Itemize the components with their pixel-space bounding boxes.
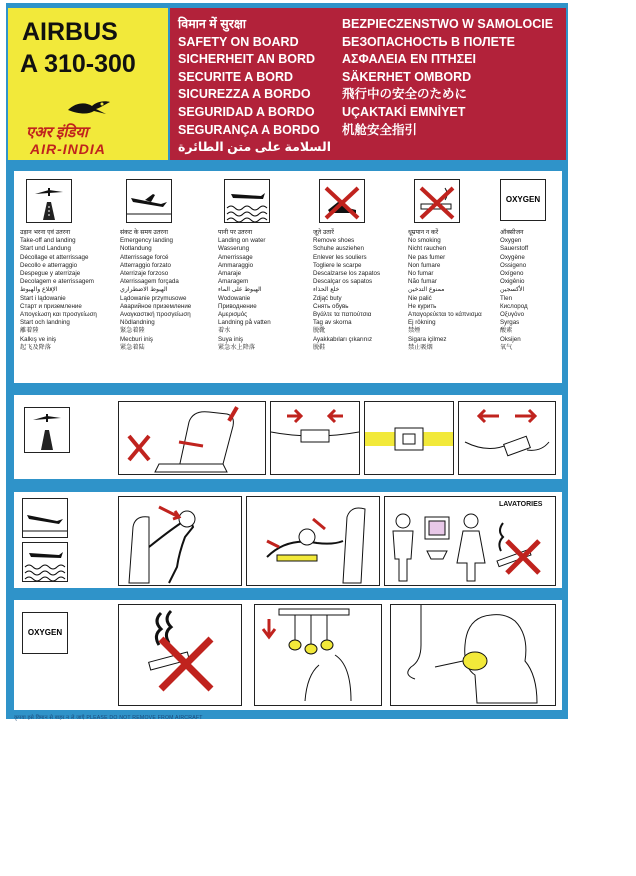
air-india-logo-icon <box>66 98 112 118</box>
text-line: Remove shoes <box>313 237 355 245</box>
text-line: Oxygen <box>500 237 522 245</box>
text-line: Οξυγόνο <box>500 311 525 319</box>
text-line: Non fumare <box>408 261 441 269</box>
text-line: 禁止吸烟 <box>408 343 433 351</box>
text-line: Aterrissagem forçada <box>120 278 179 286</box>
text-line: 禁煙 <box>408 327 421 335</box>
brace-position-illustration <box>118 496 242 586</box>
remove-shoes-icon <box>319 179 365 223</box>
text-line: Aterrizaje forzoso <box>120 270 169 278</box>
instruction-text <box>313 229 405 352</box>
brace-position-panel <box>14 492 562 588</box>
aircraft-header <box>8 8 168 160</box>
text-line: जूते उतारें <box>313 229 334 236</box>
instruction-text <box>20 229 112 352</box>
emergency-landing-icon <box>22 498 68 538</box>
text-line: No fumar <box>408 270 434 278</box>
instruction-takeoff-landing <box>14 171 109 383</box>
text-line: Oxigênio <box>500 278 525 286</box>
text-line: Zdjąć buty <box>313 294 342 302</box>
text-line: الإقلاع والهبوط <box>20 286 58 294</box>
emergency-landing-icon <box>126 179 172 223</box>
titles-column-2 <box>342 16 553 139</box>
text-line: Start i lądowanie <box>20 294 66 302</box>
text-line: Enlever les souliers <box>313 253 367 261</box>
no-smoking-when-oxygen-illustration <box>118 604 242 706</box>
text-line: Oxígeno <box>500 270 524 278</box>
text-line: Αναγκαστική προσγείωση <box>120 311 191 319</box>
text-line: धूम्रपान न करें <box>408 229 439 236</box>
title-line: BEZPIECZENSTWO W SAMOLOCIE <box>342 17 554 31</box>
instruction-water-landing <box>212 171 307 383</box>
text-line: Nicht rauchen <box>408 245 447 253</box>
text-line: Снять обувь <box>313 302 349 310</box>
text-line: Descalçar os sapatos <box>313 278 373 286</box>
text-line: Wasserung <box>218 245 250 253</box>
text-line: Ej rökning <box>408 319 436 327</box>
text-line: Syrgas <box>500 319 520 327</box>
instruction-text <box>408 229 500 352</box>
seatbelt-fastened-illustration <box>364 401 454 475</box>
text-line: Ossigeno <box>500 261 527 269</box>
text-line: Take-off and landing <box>20 237 76 245</box>
lavatory-no-smoking-icon <box>389 511 551 583</box>
text-line: Ammaraggio <box>218 261 254 269</box>
text-line: ممنوع التدخين <box>408 286 445 294</box>
do-not-remove-notice: कृपया इसे विमान से बाहर न ले जाएँ PLEASE DO NOT REMOVE FROM AIRCRAFT <box>14 715 203 721</box>
instruction-text <box>500 229 560 352</box>
title-line: SECURITE A BORD <box>178 69 294 84</box>
text-line: 紧急着陆 <box>120 343 145 351</box>
lavatories-label: LAVATORIES <box>499 501 543 508</box>
text-line: Απογείωση και προσγείωση <box>20 311 97 319</box>
text-line: Oksijen <box>500 335 521 343</box>
text-line: Schuhe ausziehen <box>313 245 364 253</box>
text-line: Landing on water <box>218 237 266 245</box>
release-seatbelt-illustration <box>458 401 556 475</box>
title-line: SICUREZZA A BORDO <box>178 87 311 102</box>
text-line: Amerrissage <box>218 253 253 261</box>
text-line: 緊急着陸 <box>120 327 145 335</box>
seat-upright-illustration <box>118 401 266 475</box>
title-line: SÄKERHET OMBORD <box>342 69 472 84</box>
text-line: Décollage et atterrissage <box>20 253 89 261</box>
pull-oxygen-mask-illustration <box>254 604 382 706</box>
text-line: Amaraje <box>218 270 242 278</box>
title-line: ΑΣΦΑΛΕΙΑ ΕΝ ΠΤΗΣΕΙ <box>342 52 476 67</box>
text-line: Βγάλτε τα παπούτσια <box>313 311 372 319</box>
water-landing-icon <box>22 542 68 582</box>
airline-name-hindi: एअर इंडिया <box>26 124 88 141</box>
instruction-remove-shoes <box>307 171 402 383</box>
text-line: 紧急水上降落 <box>218 343 256 351</box>
text-line: Wodowanie <box>218 294 251 302</box>
oxygen-panel <box>14 600 562 710</box>
text-line: Ne pas fumer <box>408 253 446 261</box>
seatbelt-panel <box>14 395 562 479</box>
text-line: उड़ान भरना एवं उतरना <box>20 229 71 236</box>
takeoff-landing-icon <box>24 407 70 453</box>
text-line: Notlandung <box>120 245 152 253</box>
oxygen-icon: OXYGEN <box>500 179 546 221</box>
text-line: Descalzarse los zapatos <box>313 270 381 278</box>
text-line: الهبوط على الماء <box>218 286 262 294</box>
text-line: خلع الحذاء <box>313 286 340 294</box>
instruction-emergency-landing <box>114 171 209 383</box>
text-line: ऑक्सीजन <box>500 229 524 236</box>
text-line: पानी पर उतरना <box>218 229 253 236</box>
text-line: Tag av skorna <box>313 319 352 327</box>
title-line: السلامة على متن الطائرة <box>178 140 332 155</box>
title-line: SEGURIDAD A BORDO <box>178 104 315 119</box>
water-landing-icon <box>224 179 270 223</box>
safety-card <box>6 3 568 719</box>
text-line: Не курить <box>408 302 437 310</box>
safety-title-block <box>170 8 566 160</box>
text-line: 起飞及降落 <box>20 343 51 351</box>
aircraft-maker: AIRBUS <box>22 18 118 46</box>
brace-position-with-seat-illustration <box>246 496 380 586</box>
text-line: Start und Landung <box>20 245 71 253</box>
text-line: Start och landning <box>20 319 70 327</box>
text-line: Ayakkabıları çıkarınız <box>313 335 373 343</box>
text-line: Kalkış ve iniş <box>20 335 57 343</box>
title-line: SAFETY ON BOARD <box>178 34 299 49</box>
no-smoking-icon <box>414 179 460 223</box>
text-line: Nödlandning <box>120 319 155 327</box>
text-line: Atterrissage forcé <box>120 253 169 261</box>
title-line: SICHERHEIT AN BORD <box>178 52 316 67</box>
text-line: Tlen <box>500 294 513 302</box>
oxygen-label: OXYGEN <box>22 612 68 654</box>
text-line: Кислород <box>500 302 528 310</box>
takeoff-landing-icon <box>26 179 72 223</box>
text-line: Аварийное приземление <box>120 302 192 310</box>
text-line: Despegue y aterrizaje <box>20 270 81 278</box>
title-line: SEGURANÇA A BORDO <box>178 122 320 137</box>
text-line: Sigara içilmez <box>408 335 447 343</box>
text-line: Atterraggio forzato <box>120 261 171 269</box>
text-line: Decolagem e aterrissagem <box>20 278 94 286</box>
title-line: विमान में सुरक्षा <box>178 17 247 31</box>
text-line: 氧气 <box>500 343 513 351</box>
instruction-oxygen <box>498 171 562 383</box>
title-line: 机舱安全指引 <box>342 122 418 137</box>
text-line: 着水 <box>218 327 231 335</box>
text-line: الهبوط الاضطراري <box>120 286 168 294</box>
text-line: Mecburi iniş <box>120 335 154 343</box>
fasten-seatbelt-illustration <box>270 401 360 475</box>
title-line: БЕЗОПАСНОСТЬ В ПОЛЕТЕ <box>342 34 515 49</box>
text-line: Suya iniş <box>218 335 244 343</box>
text-line: Amaragem <box>218 278 249 286</box>
text-line: Приводнение <box>218 302 257 310</box>
text-line: 酸素 <box>500 327 513 335</box>
text-line: 脱鞋 <box>313 343 326 351</box>
text-line: Sauerstoff <box>500 245 529 253</box>
text-line: Togliere le scarpe <box>313 261 362 269</box>
text-line: Nie palić <box>408 294 432 302</box>
airline-name: AIR-INDIA <box>30 141 106 157</box>
text-line: Απαγορεύεται το κάπνισμα <box>408 311 482 319</box>
text-line: Emergency landing <box>120 237 173 245</box>
text-line: Não fumar <box>408 278 437 286</box>
lavatories-illustration <box>384 496 556 586</box>
titles-column-1 <box>178 16 331 157</box>
text-line: No smoking <box>408 237 441 245</box>
text-line: 脱靴 <box>313 327 326 335</box>
text-line: Decollo e atterraggio <box>20 261 78 269</box>
instruction-legend-panel <box>14 171 562 383</box>
text-line: Oxygène <box>500 253 525 261</box>
instruction-no-smoking <box>402 171 497 383</box>
text-line: الأكسجين <box>500 286 525 294</box>
title-line: UÇAKTAKİ EMNİYET <box>342 104 466 119</box>
text-line: संकट के समय उतरना <box>120 229 168 236</box>
title-line: 飛行中の安全のために <box>342 87 468 102</box>
aircraft-model: A 310-300 <box>20 50 136 78</box>
text-line: 離着陸 <box>20 327 39 335</box>
text-line: Αμερισμός <box>218 311 248 319</box>
instruction-text <box>120 229 212 352</box>
instruction-text <box>218 229 310 352</box>
wear-oxygen-mask-illustration <box>390 604 556 706</box>
text-line: Lądowanie przymusowe <box>120 294 187 302</box>
text-line: Старт и приземление <box>20 302 82 310</box>
text-line: Landning på vatten <box>218 319 271 327</box>
